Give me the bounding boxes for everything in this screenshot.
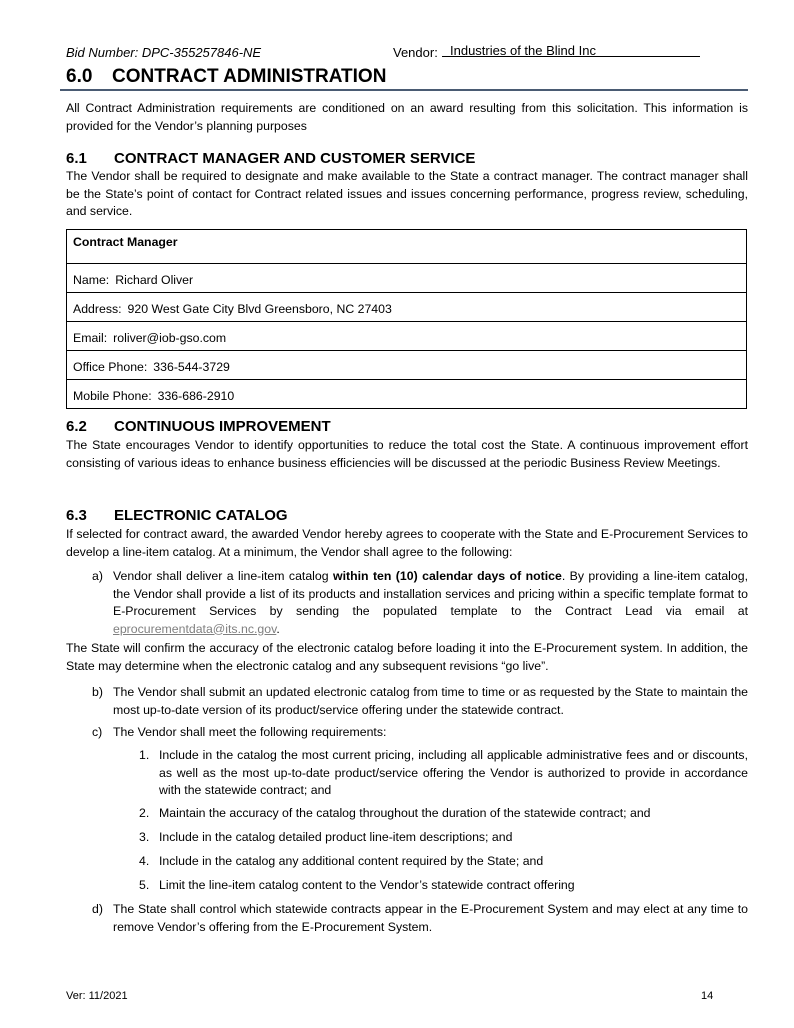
- list-item-c-5: Limit the line-item catalog content to the Vendor’s statewide contract offering: [159, 878, 575, 892]
- table-cell: [67, 293, 747, 322]
- field-value: 336-544-3729: [153, 360, 230, 374]
- list-item-d: The State shall control which statewide contracts appear in the E-Procurement System and may elect at any time to remove Vendor’s offering from the E-Procurement System.: [113, 902, 748, 934]
- section-intro: All Contract Administration requirements are conditioned on an award resulting from this solicitation. This information is provided for the Vendor’s planning purposes: [66, 101, 748, 133]
- contract-manager-table: [66, 229, 747, 409]
- section-title: CONTINUOUS IMPROVEMENT: [114, 418, 331, 435]
- list-item-b: The Vendor shall submit an updated electronic catalog from time to time or as requested by the State to maintain the most up-to-date version of its product/service offering under the statewide contract.: [113, 685, 748, 717]
- list-item-c-2: Maintain the accuracy of the catalog throughout the duration of the statewide contract; and: [159, 806, 651, 820]
- table-row: [67, 351, 747, 380]
- table-row: [67, 322, 747, 351]
- table-cell: [67, 351, 747, 380]
- list-item-c-4: Include in the catalog any additional content required by the State; and: [159, 854, 544, 868]
- list-item-a: [113, 568, 748, 638]
- field-label: Name:: [73, 273, 110, 287]
- section-heading-6-3: [66, 507, 288, 524]
- table-cell: [67, 264, 747, 293]
- section-title: CONTRACT ADMINISTRATION: [112, 66, 387, 87]
- section-number: 6.0: [66, 66, 93, 87]
- section-number: 6.2: [66, 418, 87, 435]
- state-confirm-paragraph: The State will confirm the accuracy of the electronic catalog before loading it into the E-Procurement system. In addition, the State may determine when the electronic catalog and any subsequent revisions “go live”.: [66, 641, 748, 673]
- field-value: 920 West Gate City Blvd Greensboro, NC 27403: [127, 302, 392, 316]
- section-title: ELECTRONIC CATALOG: [114, 507, 288, 524]
- list-item-c-3: Include in the catalog detailed product line-item descriptions; and: [159, 830, 513, 844]
- section-heading-6-1: [66, 150, 475, 167]
- item-text: .: [276, 621, 280, 636]
- list-marker: a): [92, 569, 103, 583]
- field-label: Address:: [73, 302, 122, 316]
- item-text: Vendor shall deliver a line-item catalog: [113, 569, 333, 583]
- section-6-3-intro: If selected for contract award, the awarded Vendor hereby agrees to cooperate with the State and E-Procurement Services to develop a line-item catalog. At a minimum, the Vendor shall agree to the following:: [66, 527, 748, 559]
- list-item-c: The Vendor shall meet the following requirements:: [113, 725, 387, 739]
- item-text: . By providing a line-item catalog, the Vendor shall provide a list of its products and installation services and pricing within a specific template format to E-Procurement Services by sending the populated template to the Contract Lead via email at: [113, 569, 748, 618]
- heading-rule: [60, 89, 748, 91]
- list-marker: 4.: [139, 854, 150, 868]
- list-marker: b): [92, 685, 103, 699]
- field-label: Mobile Phone:: [73, 389, 152, 403]
- footer-version: Ver: 11/2021: [66, 990, 128, 1002]
- field-value: Richard Oliver: [115, 273, 194, 287]
- list-marker: 1.: [139, 748, 150, 762]
- field-value: 336-686-2910: [157, 389, 235, 403]
- email-link[interactable]: eprocurementdata@its.nc.gov: [113, 621, 277, 636]
- table-header-row: [67, 230, 747, 264]
- table-cell: [67, 380, 747, 409]
- section-6-2-body: The State encourages Vendor to identify opportunities to reduce the total cost the State. A continuous improvement effort consisting of various ideas to enhance business efficiencies will be discussed at the periodic Business Review Meetings.: [66, 438, 748, 470]
- field-value: roliver@iob-gso.com: [113, 331, 227, 345]
- vendor-name: Industries of the Blind Inc: [450, 43, 596, 58]
- list-marker: 3.: [139, 830, 150, 844]
- bid-number: Bid Number: DPC-355257846-NE: [66, 45, 262, 60]
- table-cell: [67, 322, 747, 351]
- field-label: Office Phone:: [73, 360, 148, 374]
- section-heading-6-0: [66, 66, 386, 88]
- page-number: 14: [701, 990, 714, 1002]
- list-item-c-1: Include in the catalog the most current pricing, including all applicable administrative fees and or discounts, as well as the most up-to-date product/service offering the Vendor is authorized to provide in accordance with the statewide contract; and: [159, 748, 748, 797]
- section-heading-6-2: [66, 418, 331, 435]
- list-marker: c): [92, 725, 103, 739]
- table-row: [67, 380, 747, 409]
- section-number: 6.1: [66, 150, 87, 167]
- field-label: Email:: [73, 331, 108, 345]
- table-heading: Contract Manager: [67, 230, 747, 264]
- section-number: 6.3: [66, 507, 87, 524]
- table-row: [67, 293, 747, 322]
- table-row: [67, 264, 747, 293]
- list-marker: 2.: [139, 806, 150, 820]
- list-marker: 5.: [139, 878, 150, 892]
- section-title: CONTRACT MANAGER AND CUSTOMER SERVICE: [114, 150, 476, 167]
- list-marker: d): [92, 902, 103, 916]
- deadline-text: within ten (10) calendar days of notice: [333, 569, 562, 583]
- vendor-label: Vendor:: [393, 45, 438, 60]
- section-6-1-body: The Vendor shall be required to designate and make available to the State a contract manager. The contract manager shall be the State’s point of contact for Contract related issues and issues concerning performance, progress review, scheduling, and service.: [66, 169, 748, 218]
